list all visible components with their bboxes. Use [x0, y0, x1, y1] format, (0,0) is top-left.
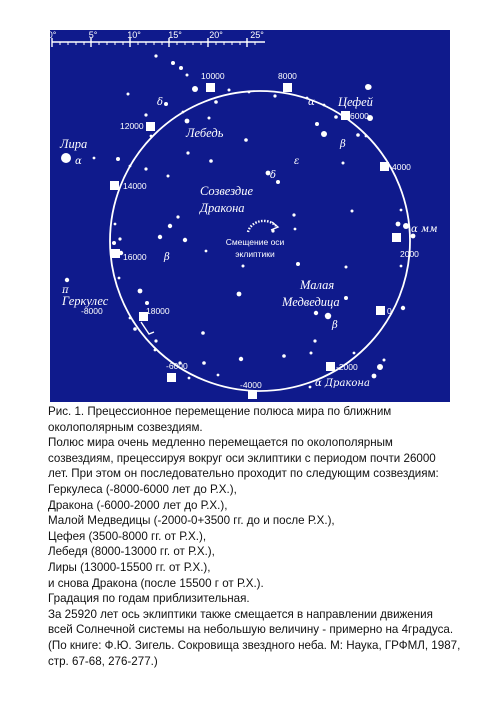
caption-line: Малой Медведицы (-2000-0+3500 гг. до и после Р.Х.),	[48, 514, 335, 528]
caption-line: Лиры (13000-15500 гг. от Р.Х.),	[48, 560, 211, 574]
caption-line: Градация по годам приблизительная.	[48, 592, 250, 606]
year-marker	[167, 373, 176, 382]
star-label: β	[332, 320, 338, 331]
caption-line: всей Солнечной системы на небольшую величину - примерно на 4градуса.	[48, 623, 454, 637]
constellation-ursa-minor-line1: Малая	[300, 278, 335, 292]
year-marker	[283, 83, 292, 92]
year-label: 14000	[123, 181, 147, 191]
ecliptic-shift-label-line1: Смещение оси	[225, 237, 285, 247]
scale-tick-label: 0°	[47, 30, 57, 40]
constellation-hercules: Геркулес	[62, 294, 109, 308]
star-chart	[47, 30, 450, 402]
star-alpha-cepheus	[365, 84, 371, 90]
caption-line: созвездиям, прецессируя вокруг оси эклиптики с периодом почти 26000	[48, 451, 436, 465]
star-vega	[61, 153, 71, 163]
caption-line: За 25920 лет ось эклиптики также смещается в направлении движения	[48, 607, 433, 621]
caption-line: Полюс мира очень медленно перемещается по околополярным	[48, 436, 393, 450]
figure-caption	[48, 404, 488, 669]
year-marker	[248, 390, 257, 399]
scale-tick-label: 10°	[127, 30, 141, 40]
star-thuban	[377, 364, 383, 370]
constellation-cygnus: Лебедь	[186, 126, 224, 140]
caption-line: Рис. 1. Прецессионное перемещение полюса мира по ближним	[48, 405, 392, 418]
star-label: δ	[270, 170, 277, 181]
scale-tick-label: 25°	[250, 30, 264, 40]
year-label: -8000	[81, 306, 103, 316]
star-label: α	[308, 97, 315, 108]
year-marker	[206, 83, 215, 92]
caption-line: Дракона (-6000-2000 лет до Р.Х.),	[48, 498, 228, 512]
star-label: α Дракона	[315, 378, 370, 389]
star-label: π	[62, 285, 69, 296]
constellation-cepheus: Цефей	[338, 95, 373, 109]
scale-tick-label: 5°	[88, 30, 98, 40]
constellation-lyra: Лира	[60, 137, 88, 151]
ecliptic-shift-label-line2: эклиптики	[235, 249, 275, 259]
constellation-draco-line2: Дракона	[200, 201, 245, 215]
star-label: β	[164, 252, 170, 263]
star-chart-svg	[47, 30, 450, 402]
year-marker	[392, 233, 401, 242]
year-marker	[146, 122, 155, 131]
year-label: 12000	[120, 121, 144, 131]
caption-line: (По книге: Ф.Ю. Зигель. Сокровища звездного неба. М: Наука, ГРФМЛ, 1987,	[48, 638, 461, 652]
year-label: 16000	[123, 252, 147, 262]
year-marker	[380, 162, 389, 171]
year-label: 2000	[400, 249, 419, 259]
star-label: α мм	[411, 224, 438, 235]
star-polaris-mm	[403, 223, 409, 229]
year-label: -4000	[240, 380, 262, 390]
year-marker	[111, 249, 120, 258]
star-label: ε	[294, 156, 300, 167]
year-label: 6000	[350, 111, 369, 121]
caption-line: Лебедя (8000-13000 гг. от Р.Х.),	[48, 545, 215, 559]
year-marker	[376, 306, 385, 315]
year-label: 10000	[201, 71, 225, 81]
constellation-ursa-minor-line2: Медведица	[282, 295, 340, 309]
star-label: β	[340, 139, 346, 150]
caption-line: и снова Дракона (после 15500 г от Р.Х.).	[48, 576, 264, 590]
constellation-draco-line1: Созвездие	[200, 184, 254, 198]
star-label: δ	[157, 97, 164, 108]
caption-line: Цефея (3500-8000 гг. от Р.Х.),	[48, 529, 207, 543]
year-label: 4000	[392, 162, 411, 172]
year-marker	[110, 181, 119, 190]
year-label: 18000	[146, 306, 170, 316]
scale-tick-label: 15°	[168, 30, 182, 40]
year-marker	[341, 111, 350, 120]
star-label: α	[75, 156, 82, 167]
year-label: -6000	[166, 361, 188, 371]
year-marker	[326, 362, 335, 371]
year-label: 0	[387, 306, 392, 316]
caption-line: Геркулеса (-8000-6000 лет до Р.Х.),	[48, 482, 237, 496]
year-label: 8000	[278, 71, 297, 81]
sky-background	[47, 30, 450, 402]
caption-line: околополярным созвездиям.	[48, 420, 203, 434]
scale-tick-label: 20°	[209, 30, 223, 40]
year-label: -2000	[336, 362, 358, 372]
caption-line: лет. При этом он последовательно проходит по следующим созвездиям:	[48, 467, 439, 481]
caption-line: стр. 67-68, 276-277.)	[48, 654, 158, 668]
